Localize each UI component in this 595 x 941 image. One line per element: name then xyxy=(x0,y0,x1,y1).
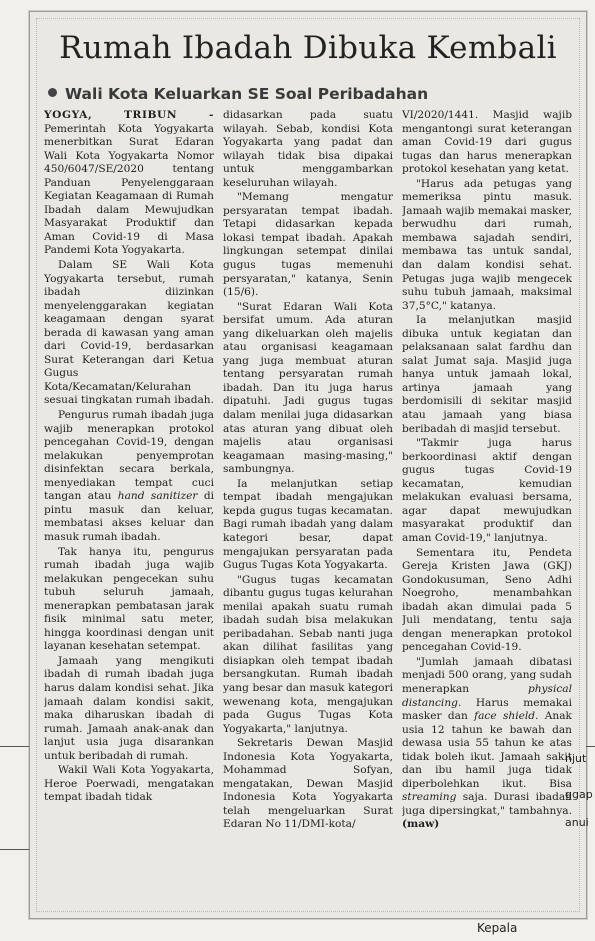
paragraph xyxy=(402,656,572,832)
paragraph: didasarkan pada suatu wilayah. Sebab, kondisi Kota Yogyakarta yang padat dan wilayah tidak bisa dipakai untuk menggambarkan keseluruhan wilayah. xyxy=(223,109,393,189)
paragraph: Ia melanjutkan masjid dibuka untuk kegiatan dan pelaksanaan salat fardhu dan salat Jumat saja. Masjid juga hanya untuk jamaah lokal, artinya jamaah yang berdomisili di sekitar masjid atau jamaah yang biasa beribadah di masjid tersebut. xyxy=(402,314,572,435)
column-2 xyxy=(223,109,393,909)
headline: Rumah Ibadah Dibuka Kembali xyxy=(59,30,557,66)
paragraph: VI/2020/1441. Masjid wajib mengantongi surat keterangan aman Covid-19 dari gugus tugas dan harus menerapkan protokol kesehatan yang ketat. xyxy=(402,109,572,176)
article-columns xyxy=(44,109,572,909)
footer-label: Kepala xyxy=(477,921,518,935)
italic-term: hand sanitizer xyxy=(117,490,198,503)
subheadline-text: Wali Kota Keluarkan SE Soal Peribadahan xyxy=(65,85,429,103)
paragraph: Jamaah yang mengikuti ibadah di rumah ibadah juga harus dalam kondisi sehat. Jika jamaah dalam kondisi sakit, maka diharuskan ibadah di rumah. Jamaah anak-anak dan lanjut usia juga disarankan untuk beribadah di rumah. xyxy=(44,654,214,762)
paragraph-text: di pintu masuk dan keluar, membatasi akses keluar dan masuk rumah ibadah. xyxy=(44,490,214,543)
adjacent-text: ggap xyxy=(565,788,593,801)
paragraph: "Harus ada petugas yang memeriksa pintu masuk. Jamaah wajib memakai masker, berwudhu dari rumah, membawa sajadah sendiri, membawa tas untuk sandal, dan dalam kondisi sehat. Petugas juga wajib mengecek suhu tubuh jamaah, maksimal 37,5°C," katanya. xyxy=(402,177,572,312)
paragraph: "Takmir juga harus berkoordinasi aktif dengan gugus tugas Covid-19 kecamatan, kemudian melakukan evaluasi bersama, agar dapat mewujudkan masyarakat produktif dan aman Covid-19," lanjutnya. xyxy=(402,437,572,544)
byline: (maw) xyxy=(402,818,440,831)
paragraph xyxy=(44,109,214,258)
paragraph: Dalam SE Wali Kota Yogyakarta tersebut, rumah ibadah diizinkan menyelenggarakan kegiatan keagamaan dengan syarat berada di kawasan yang aman dari Covid-19, berdasarkan Surat Keterangan dari Ketua Gugus Kota/Kecamatan/Kelurahan sesuai tingkatan rumah ibadah. xyxy=(44,259,214,407)
paragraph: Ia melanjutkan setiap tempat ibadah mengajukan kepda gugus tugas kecamatan. Bagi rumah ibadah yang dalam kategori besar, dapat mengajukan persyaratan pada Gugus Tugas Kota Yogyakarta. xyxy=(223,477,393,572)
italic-term: streaming xyxy=(402,791,457,804)
paragraph: Tak hanya itu, pengurus rumah ibadah juga wajib melakukan pengecekan suhu tubuh seluruh jamaah, menerapkan pembatasan jarak fisik minimal satu meter, hingga koordinasi dengan unit layanan kesehatan setempat. xyxy=(44,545,214,653)
dateline: YOGYA, TRIBUN - xyxy=(44,109,214,121)
paragraph-text: . Harus memakai masker dan xyxy=(402,696,572,723)
italic-term: physical distancing xyxy=(402,682,572,709)
paragraph-text: saja. Durasi ibadah juga dipersingkat," tambahnya. xyxy=(402,791,572,817)
paragraph: Sementara itu, Pendeta Gereja Kristen Jawa (GKJ) Gondokusuman, Seno Adhi Noegroho, menambahkan ibadah akan dimulai pada 5 Juli mendatang, tentu saja dengan menerapkan protokol pencegahan Covid-19. xyxy=(402,546,572,654)
adjacent-text: anui xyxy=(565,816,589,829)
paragraph: "Surat Edaran Wali Kota bersifat umum. Ada aturan yang dikeluarkan oleh majelis atau organisasi keagamaan yang juga membuat aturan tentang persyaratan rumah ibadah. Dan itu juga harus dipatuhi. Jadi gugus tugas dalam menilai juga didasarkan atas aturan yang dibuat oleh majelis atau organisasi keagamaan masing-masing," sambungnya. xyxy=(223,300,393,476)
column-3 xyxy=(402,109,572,909)
paragraph-text: Pemerintah Kota Yogyakarta menerbitkan Surat Edaran Wali Kota Yogyakarta Nomor 450/6047/SE/2020 tentang Panduan Penyelenggaraan Kegiatan Keagamaan di Rumah Ibadah dalam Mewujudkan Masyarakat Produktif dan Aman Covid-19 di Masa Pandemi Kota Yogyakarta. xyxy=(44,122,214,257)
adjacent-rule xyxy=(586,746,595,747)
newspaper-clipping xyxy=(29,11,587,919)
adjacent-text: njut xyxy=(565,752,587,765)
adjacent-rule xyxy=(0,746,29,747)
paragraph: "Memang mengatur persyaratan tempat ibadah. Tetapi didasarkan kepada lokasi tempat ibadah. Apakah lingkungan setempat dinilai gugus tugas memenuhi persyaratan," katanya, Senin (15/6). xyxy=(223,191,393,299)
paragraph-text: "Jumlah jamaah dibatasi menjadi 500 orang, yang sudah menerapkan xyxy=(402,655,572,695)
paragraph-text: . Anak usia 12 tahun ke bawah dan dewasa usia 55 tahun ke atas tidak boleh ikut. Jamaah sakit dan ibu hamil juga tidak diperbolehkan ikut. Bisa xyxy=(402,710,572,790)
paragraph: Sekretaris Dewan Masjid Indonesia Kota Yogyakarta, Mohammad Sofyan, mengatakan, Dewan Masjid Indonesia Kota Yogyakarta telah mengeluarkan Surat Edaran No 11/DMI-kota/ xyxy=(223,737,393,831)
adjacent-rule xyxy=(0,849,29,850)
paragraph: Wakil Wali Kota Yogyakarta, Heroe Poerwadi, mengatakan tempat ibadah tidak xyxy=(44,764,214,804)
subheadline xyxy=(48,84,568,104)
bullet-icon xyxy=(48,88,57,97)
paragraph xyxy=(44,409,214,544)
italic-term: face shield xyxy=(474,710,536,723)
column-1 xyxy=(44,109,214,909)
paragraph-text: Pengurus rumah ibadah juga wajib menerapkan protokol pencegahan Covid-19, dengan melakukan penyemprotan disinfektan secara berkala, menyediakan tempat cuci tangan atau xyxy=(44,409,214,503)
paragraph: "Gugus tugas kecamatan dibantu gugus tugas kelurahan menilai apakah suatu rumah ibadah sudah bisa melakukan peribadahan. Sebab nanti juga akan dilihat fasilitas yang disiapkan oleh tempat ibadah bersangkutan. Rumah ibadah yang besar dan masuk kategori wewenang kota, mengajukan pada Gugus Tugas Kota Yogyakarta," lanjutnya. xyxy=(223,573,393,735)
